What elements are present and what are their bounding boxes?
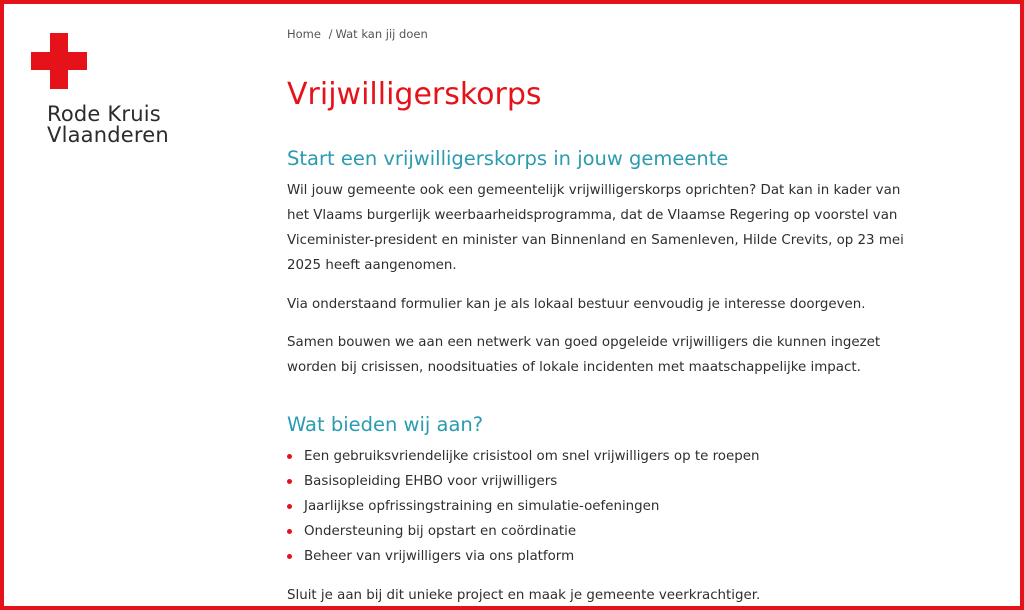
- bullet-icon: [287, 554, 292, 559]
- network-line: Samen bouwen we aan een netwerk van goed opgeleide vrijwilligers die kunnen ingezet: [287, 335, 881, 350]
- intro-line: het Vlaams burgerlijk weerbaarheidsprogramma, dat de Vlaamse Regering op voorstel van: [287, 208, 898, 223]
- section-heading-start: Start een vrijwilligerskorps in jouw gemeente: [287, 147, 729, 170]
- breadcrumb-separator: /: [328, 27, 333, 41]
- list-item-text: Ondersteuning bij opstart en coördinatie: [304, 524, 577, 539]
- logo-line-1: Rode Kruis: [47, 102, 161, 126]
- network-line: worden bij crisissen, noodsituaties of lokale incidenten met maatschappelijke impact.: [287, 360, 861, 375]
- page-title: Vrijwilligerskorps: [287, 77, 542, 112]
- list-item: [287, 544, 759, 569]
- logo-line-2: Vlaanderen: [47, 123, 169, 147]
- site-logo[interactable]: [31, 33, 191, 153]
- breadcrumb-home-link[interactable]: Home: [287, 27, 321, 41]
- bullet-icon: [287, 454, 292, 459]
- intro-line: Viceminister-president en minister van Binnenland en Samenleven, Hilde Crevits, op 23 mei: [287, 233, 904, 248]
- list-item-text: Een gebruiksvriendelijke crisistool om snel vrijwilligers op te roepen: [304, 449, 760, 464]
- bullet-icon: [287, 479, 292, 484]
- list-item-text: Jaarlijkse opfrissingstraining en simulatie-oefeningen: [304, 499, 660, 514]
- logo-wordmark: [47, 104, 169, 146]
- red-cross-icon: [31, 33, 87, 89]
- list-item-text: Beheer van vrijwilligers via ons platform: [304, 549, 575, 564]
- intro-paragraph: [287, 178, 907, 278]
- list-item: [287, 444, 759, 469]
- section-heading-offer: Wat bieden wij aan?: [287, 413, 484, 436]
- intro-line: 2025 heeft aangenomen.: [287, 258, 457, 273]
- network-paragraph: [287, 330, 907, 380]
- bullet-icon: [287, 529, 292, 534]
- bullet-icon: [287, 504, 292, 509]
- closing-paragraph: Sluit je aan bij dit unieke project en maak je gemeente veerkrachtiger.: [287, 588, 761, 603]
- list-item-text: Basisopleiding EHBO voor vrijwilligers: [304, 474, 558, 489]
- list-item: [287, 519, 759, 544]
- list-item: [287, 469, 759, 494]
- breadcrumb-current: Wat kan jij doen: [335, 27, 428, 41]
- intro-line: Wil jouw gemeente ook een gemeentelijk vrijwilligerskorps oprichten? Dat kan in kader van: [287, 183, 901, 198]
- list-item: [287, 494, 759, 519]
- breadcrumb: [287, 27, 428, 41]
- form-paragraph: Via onderstaand formulier kan je als lokaal bestuur eenvoudig je interesse doorgeven.: [287, 297, 866, 312]
- offer-list: [287, 444, 759, 569]
